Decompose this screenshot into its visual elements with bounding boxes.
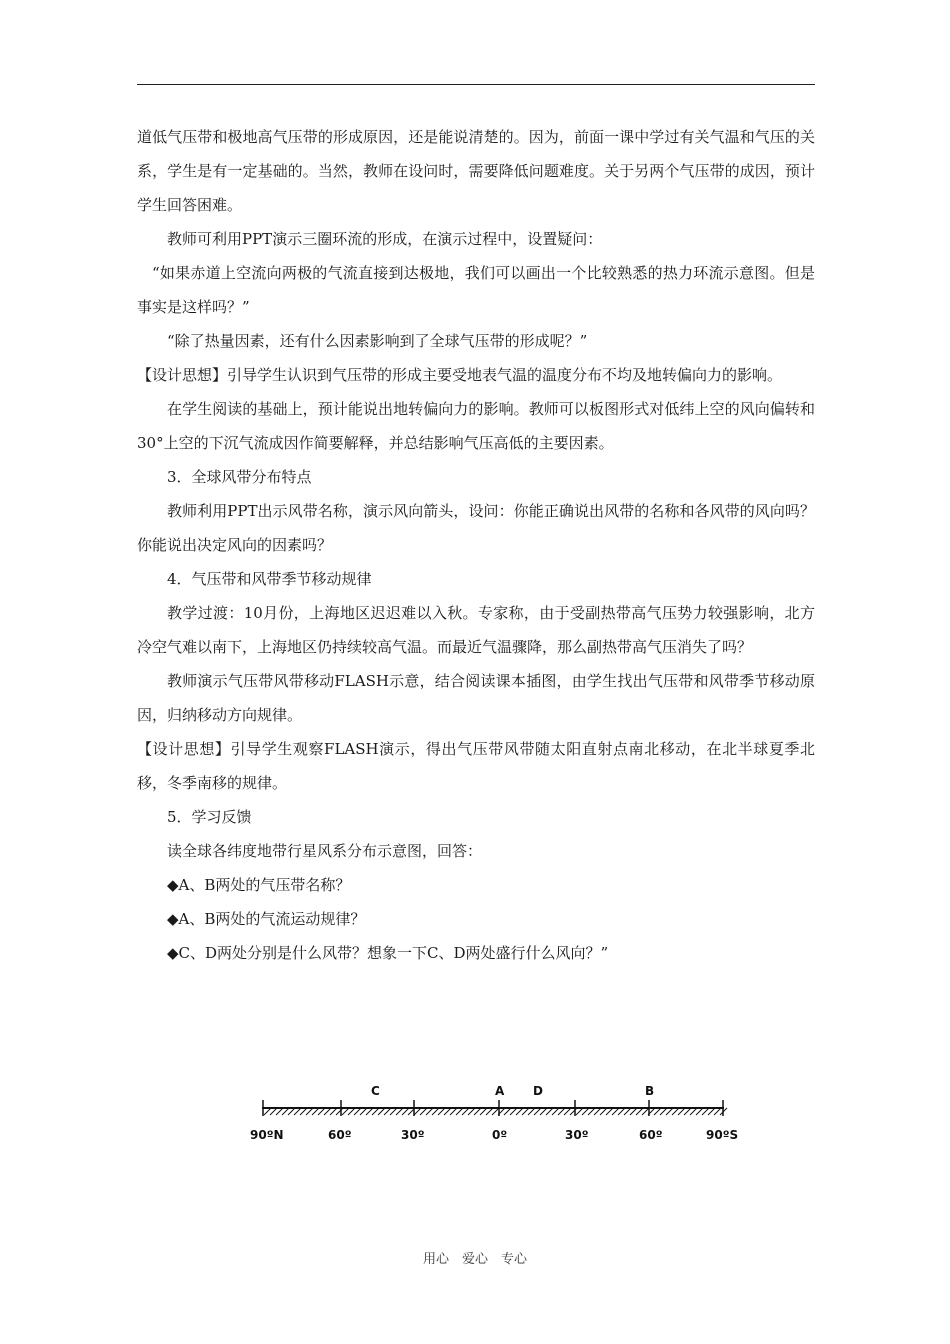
lat-30n: 30º — [401, 1128, 425, 1142]
hatch-line — [306, 1108, 313, 1115]
hatch-line — [588, 1108, 595, 1115]
hatch-line — [576, 1108, 583, 1115]
document-body — [137, 120, 815, 970]
footer-text: 用心 爱心 专心 — [422, 1252, 527, 1267]
hatch-line — [366, 1108, 373, 1115]
hatch-line — [288, 1108, 295, 1115]
paragraph: 教师利用PPT出示风带名称，演示风向箭头，设问：你能正确说出风带的名称和各风带的风向吗？你能说出决定风向的因素吗？ — [137, 502, 815, 554]
hatch-line — [672, 1108, 679, 1115]
label-a: A — [495, 1084, 505, 1098]
hatch-line — [504, 1108, 511, 1115]
paragraph: 在学生阅读的基础上，预计能说出地转偏向力的影响。教师可以板图形式对低纬上空的风向偏转和30°上空的下沉气流成因作简要解释，并总结影响气压高低的主要因素。 — [137, 400, 815, 452]
hatch-line — [636, 1108, 643, 1115]
latitude-wind-belt-diagram — [240, 1076, 750, 1152]
hatch-line — [570, 1108, 577, 1115]
hatch-line — [492, 1108, 499, 1115]
hatch-line — [528, 1108, 535, 1115]
hatch-line — [564, 1108, 571, 1115]
hatch-line — [324, 1108, 331, 1115]
label-d: D — [533, 1084, 543, 1098]
hatch-line — [552, 1108, 559, 1115]
hatch-line — [372, 1108, 379, 1115]
hatch-line — [480, 1108, 487, 1115]
hatch-line — [378, 1108, 385, 1115]
quote-paragraph: “除了热量因素，还有什么因素影响到了全球气压带的形成呢？” — [167, 332, 588, 350]
paragraph: 教师可利用PPT演示三圈环流的形成，在演示过程中，设置疑问： — [167, 230, 603, 248]
design-thought-paragraph: 【设计思想】引导学生观察FLASH演示，得出气压带风带随太阳直射点南北移动，在北半球夏季北移，冬季南移的规律。 — [137, 740, 815, 792]
hatch-line — [282, 1108, 289, 1115]
hatch-line — [450, 1108, 457, 1115]
hatch-line — [618, 1108, 625, 1115]
hatch-line — [690, 1108, 697, 1115]
hatch-line — [660, 1108, 667, 1115]
hatch-line — [612, 1108, 619, 1115]
paragraph: 道低气压带和极地高气压带的形成原因，还是能说清楚的。因为，前面一课中学过有关气温和气压的关系，学生是有一定基础的。当然，教师在设问时，需要降低问题难度。关于另两个气压带的成因，预计学生回答困难。 — [137, 128, 815, 214]
section-heading: 5．学习反馈 — [167, 808, 252, 826]
hatch-line — [546, 1108, 553, 1115]
hatch-line — [390, 1108, 397, 1115]
hatch-line — [516, 1108, 523, 1115]
header-rule — [137, 84, 815, 85]
hatch-line — [294, 1108, 301, 1115]
hatch-line — [534, 1108, 541, 1115]
hatch-line — [312, 1108, 319, 1115]
hatch-line — [330, 1108, 337, 1115]
hatch-line — [348, 1108, 355, 1115]
hatch-marks — [264, 1108, 727, 1115]
hatch-line — [402, 1108, 409, 1115]
hatch-line — [474, 1108, 481, 1115]
hatch-line — [432, 1108, 439, 1115]
paragraph: 读全球各纬度地带行星风系分布示意图，回答： — [167, 842, 483, 860]
hatch-line — [444, 1108, 451, 1115]
paragraph: 教师演示气压带风带移动FLASH示意，结合阅读课本插图，由学生找出气压带和风带季节移动原因，归纳移动方向规律。 — [137, 672, 815, 724]
label-b: B — [645, 1084, 655, 1098]
hatch-line — [510, 1108, 517, 1115]
section-heading: 4．气压带和风带季节移动规律 — [167, 570, 372, 588]
lat-90s: 90ºS — [706, 1128, 739, 1142]
hatch-line — [624, 1108, 631, 1115]
hatch-line — [486, 1108, 493, 1115]
hatch-line — [684, 1108, 691, 1115]
hatch-line — [600, 1108, 607, 1115]
hatch-line — [414, 1108, 421, 1115]
hatch-line — [360, 1108, 367, 1115]
hatch-line — [714, 1108, 721, 1115]
lat-60n: 60º — [328, 1128, 352, 1142]
hatch-line — [264, 1108, 271, 1115]
hatch-line — [426, 1108, 433, 1115]
section-heading: 3．全球风带分布特点 — [167, 468, 312, 486]
hatch-line — [342, 1108, 349, 1115]
hatch-line — [696, 1108, 703, 1115]
paragraph: 教学过渡：10月份，上海地区迟迟难以入秋。专家称，由于受副热带高气压势力较强影响，北方冷空气难以南下，上海地区仍持续较高气温。而最近气温骤降，那么副热带高气压消失了吗？ — [137, 604, 815, 656]
lat-60s: 60º — [639, 1128, 663, 1142]
hatch-line — [384, 1108, 391, 1115]
hatch-line — [702, 1108, 709, 1115]
hatch-line — [582, 1108, 589, 1115]
design-thought-paragraph: 【设计思想】引导学生认识到气压带的形成主要受地表气温的温度分布不均及地转偏向力的影响。 — [137, 366, 783, 384]
hatch-line — [642, 1108, 649, 1115]
hatch-line — [594, 1108, 601, 1115]
question-item: ◆A、B两处的气流运动规律？ — [167, 910, 366, 928]
hatch-line — [606, 1108, 613, 1115]
hatch-line — [654, 1108, 661, 1115]
lat-90n: 90ºN — [250, 1128, 284, 1142]
quote-paragraph: “如果赤道上空流向两极的气流直接到达极地，我们可以画出一个比较熟悉的热力环流示意图。但是事实是这样吗？” — [137, 264, 815, 316]
hatch-line — [468, 1108, 475, 1115]
question-item: ◆C、D两处分别是什么风带？想象一下C、D两处盛行什么风向？” — [167, 944, 609, 962]
hatch-line — [270, 1108, 277, 1115]
hatch-line — [462, 1108, 469, 1115]
hatch-line — [708, 1108, 715, 1115]
lat-0: 0º — [492, 1128, 508, 1142]
hatch-line — [678, 1108, 685, 1115]
latitude-axis-svg — [240, 1076, 750, 1152]
hatch-line — [354, 1108, 361, 1115]
question-item: ◆A、B两处的气压带名称？ — [167, 876, 351, 894]
hatch-line — [300, 1108, 307, 1115]
hatch-line — [396, 1108, 403, 1115]
hatch-line — [540, 1108, 547, 1115]
hatch-line — [522, 1108, 529, 1115]
hatch-line — [666, 1108, 673, 1115]
label-c: C — [371, 1084, 380, 1098]
hatch-line — [438, 1108, 445, 1115]
hatch-line — [336, 1108, 343, 1115]
hatch-line — [318, 1108, 325, 1115]
hatch-line — [276, 1108, 283, 1115]
hatch-line — [456, 1108, 463, 1115]
hatch-line — [630, 1108, 637, 1115]
hatch-line — [420, 1108, 427, 1115]
lat-30s: 30º — [565, 1128, 589, 1142]
hatch-line — [558, 1108, 565, 1115]
